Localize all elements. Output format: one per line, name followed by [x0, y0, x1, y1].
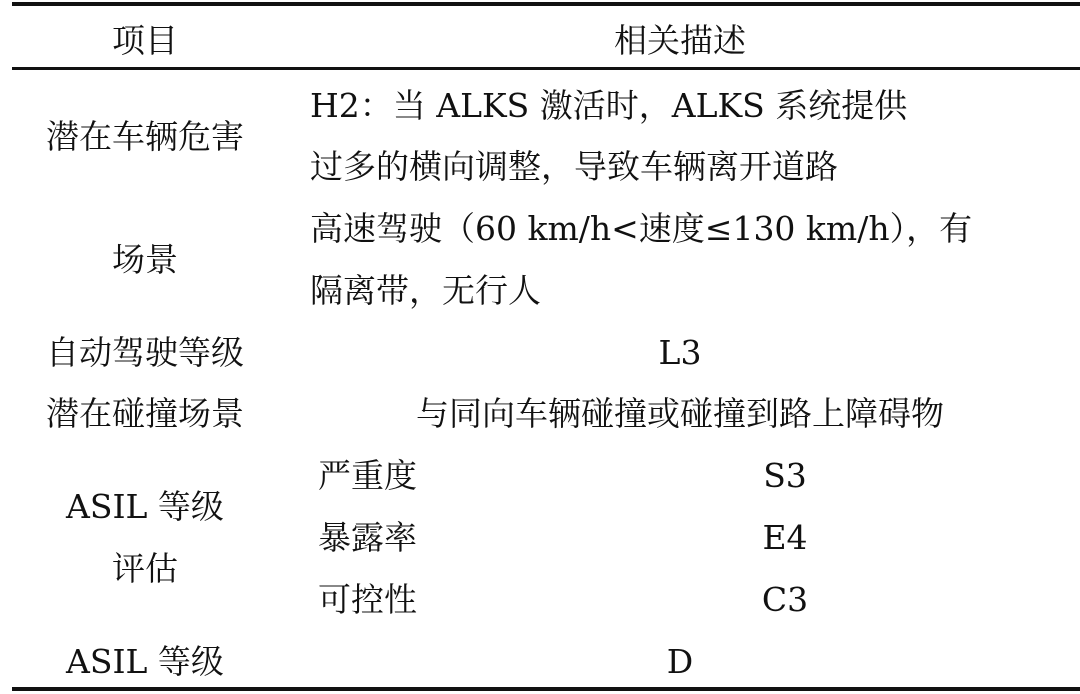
table-top-rule: [12, 2, 1080, 6]
asil-sub-value-controllability: C3: [761, 580, 809, 619]
header-item: 项目: [112, 21, 178, 60]
asil-level-value: D: [666, 642, 694, 681]
row-label-collision: 潜在碰撞场景: [46, 394, 244, 433]
asil-sub-label-exposure: 暴露率: [318, 518, 417, 557]
asil-sub-label-severity: 严重度: [318, 456, 417, 495]
row-label-scene: 场景: [112, 240, 178, 279]
row-label-hazard: 潜在车辆危害: [46, 117, 244, 156]
row-label-asil-eval-line-2: 评估: [112, 549, 178, 588]
row-label-autonomy: 自动驾驶等级: [46, 333, 244, 372]
asil-sub-value-severity: S3: [763, 456, 807, 495]
row-label-asil-eval-line-1: ASIL 等级: [66, 487, 224, 526]
row-label-asil-level: ASIL 等级: [66, 642, 224, 681]
autonomy-value: L3: [658, 333, 702, 372]
asil-sub-label-controllability: 可控性: [318, 580, 417, 619]
hazard-text-line-2: 过多的横向调整，导致车辆离开道路: [310, 147, 838, 186]
header-description: 相关描述: [614, 21, 746, 60]
asil-sub-value-exposure: E4: [762, 518, 808, 557]
collision-value: 与同向车辆碰撞或碰撞到路上障碍物: [416, 394, 944, 433]
scene-text-line-1: 高速驾驶（60 km/h<速度≤130 km/h），有: [310, 209, 973, 248]
scene-text-line-2: 隔离带，无行人: [310, 271, 541, 310]
hazard-text-line-1: H2：当 ALKS 激活时，ALKS 系统提供: [310, 86, 908, 125]
table-bottom-rule: [12, 687, 1080, 691]
table-header-rule: [12, 67, 1080, 70]
